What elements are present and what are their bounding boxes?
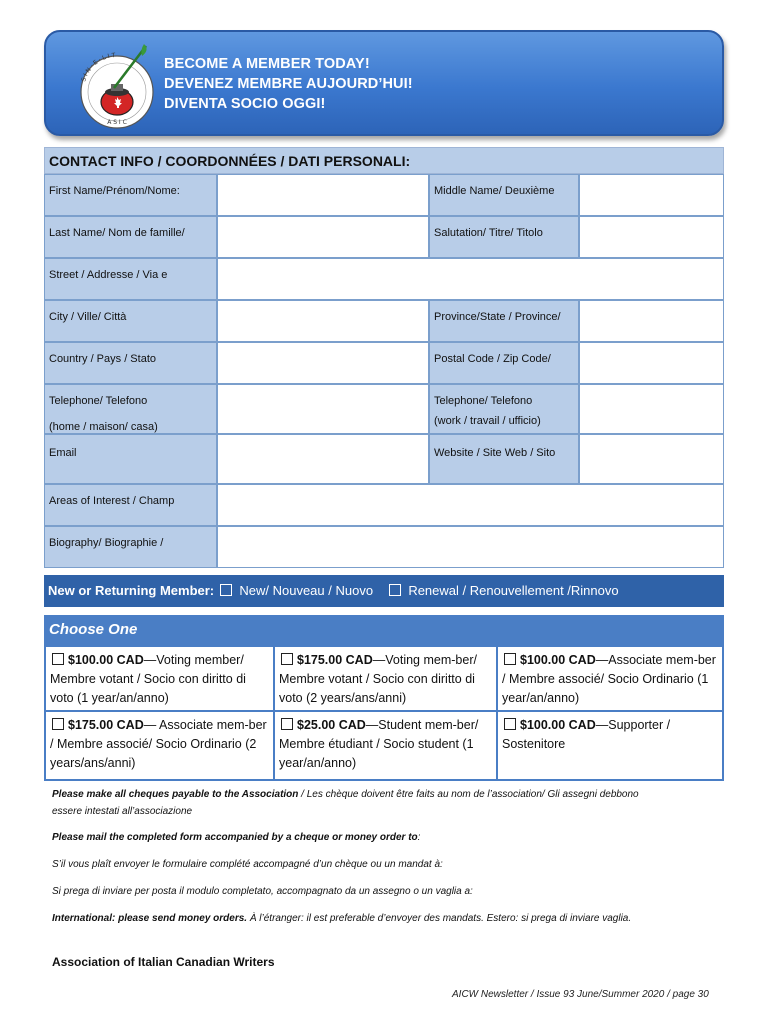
option-supporter: [498, 712, 722, 779]
option-description: — Associate mem-ber / Membre associé/ Socio Ordinario (2 years/ans/anni): [50, 718, 267, 770]
email-label: Email: [44, 434, 217, 484]
cheque-note-bold: Please make all cheques payable to the Association: [52, 789, 299, 800]
option-price: $100.00 CAD: [520, 653, 596, 667]
option-checkbox[interactable]: [504, 653, 516, 665]
form-row: [44, 342, 724, 384]
cheque-note-text-2: essere intestati all’associazione: [52, 806, 193, 817]
middle-name-field[interactable]: [579, 174, 724, 216]
international-note: [52, 910, 631, 927]
telephone-work-field[interactable]: [579, 384, 724, 434]
mail-note: [52, 829, 420, 846]
salutation-field[interactable]: [579, 216, 724, 258]
city-field[interactable]: [217, 300, 429, 342]
banner-title-en: BECOME A MEMBER TODAY!: [164, 56, 370, 72]
salutation-label: Salutation/ Titre/ Titolo: [429, 216, 579, 258]
option-checkbox[interactable]: [281, 718, 293, 730]
mail-note-colon: :: [417, 832, 421, 843]
option-checkbox[interactable]: [504, 718, 516, 730]
postal-code-field[interactable]: [579, 342, 724, 384]
last-name-field[interactable]: [217, 216, 429, 258]
option-associate-2yr: [46, 712, 273, 779]
contact-section-header: CONTACT INFO / COORDONNÉES / DATI PERSONALI:: [44, 147, 724, 174]
header-banner: [44, 30, 724, 136]
interests-field[interactable]: [217, 484, 724, 526]
mail-note-fr: S’il vous plaît envoyer le formulaire complété accompagné d’un chèque ou un mandat à:: [52, 859, 443, 870]
form-row: [44, 174, 724, 216]
option-checkbox[interactable]: [52, 718, 64, 730]
telephone-work-label-line2: (work / travail / ufficio): [434, 415, 541, 427]
telephone-home-field[interactable]: [217, 384, 429, 434]
website-label: Website / Site Web / Sito: [429, 434, 579, 484]
street-label: Street / Addresse / Via e: [44, 258, 217, 300]
form-row: [44, 484, 724, 526]
form-row: [44, 384, 724, 434]
option-description: —Voting member/ Membre votant / Socio con diritto di voto (1 year/an/anno): [50, 653, 246, 705]
option-description: —Supporter / Sostenitore: [502, 718, 671, 751]
option-description: —Voting mem-ber/ Membre votant / Socio con diritto di voto (2 years/ans/anni): [279, 653, 477, 705]
option-associate-1yr: [498, 647, 722, 710]
form-row: [44, 434, 724, 484]
last-name-label: Last Name/ Nom de famille/: [44, 216, 217, 258]
option-student: [275, 712, 496, 779]
association-name: Association of Italian Canadian Writers: [52, 955, 275, 969]
choose-one-header: Choose One: [44, 615, 724, 645]
city-label: City / Ville/ Città: [44, 300, 217, 342]
province-label: Province/State / Province/: [429, 300, 579, 342]
telephone-home-label-line2: (home / maison/ casa): [49, 421, 158, 433]
international-note-text: À l’étranger: il est preferable d’envoyer des mandats. Estero: si prega di inviare vaglia.: [247, 913, 632, 924]
option-voting-2yr: [275, 647, 496, 710]
page-footer: AICW Newsletter / Issue 93 June/Summer 2020 / page 30: [452, 989, 709, 1000]
country-field[interactable]: [217, 342, 429, 384]
renewal-option-label: Renewal / Renouvellement /Rinnovo: [408, 583, 619, 598]
street-field[interactable]: [217, 258, 724, 300]
interests-label: Areas of Interest / Champ: [44, 484, 217, 526]
province-field[interactable]: [579, 300, 724, 342]
new-member-checkbox[interactable]: [220, 584, 232, 596]
international-note-bold: International: please send money orders.: [52, 913, 248, 924]
first-name-label: First Name/Prénom/Nome:: [44, 174, 217, 216]
option-checkbox[interactable]: [52, 653, 64, 665]
website-field[interactable]: [579, 434, 724, 484]
option-checkbox[interactable]: [281, 653, 293, 665]
form-row: [44, 300, 724, 342]
option-price: $175.00 CAD: [68, 718, 144, 732]
middle-name-label: Middle Name/ Deuxième: [429, 174, 579, 216]
member-type-bar: [44, 575, 724, 607]
option-price: $175.00 CAD: [297, 653, 373, 667]
telephone-home-label: [44, 384, 217, 434]
option-description: —Associate mem-ber / Membre associé/ Socio Ordinario (1 year/an/anno): [502, 653, 716, 705]
renewal-checkbox[interactable]: [389, 584, 401, 596]
option-price: $100.00 CAD: [68, 653, 144, 667]
option-description: —Student mem-ber/ Membre étudiant / Socio student (1 year/an/anno): [279, 718, 479, 770]
cheque-note-text: / Les chèque doivent être faits au nom de l’association/ Gli assegni debbono: [298, 789, 639, 800]
mail-note-it: Si prega di inviare per posta il modulo completato, accompagnato da un assegno o un vaglia a:: [52, 886, 473, 897]
new-member-option-label: New/ Nouveau / Nuovo: [239, 583, 374, 598]
first-name-field[interactable]: [217, 174, 429, 216]
membership-options: [44, 645, 724, 781]
cheque-note: [52, 786, 722, 820]
telephone-work-label-line1: Telephone/ Telefono: [434, 395, 533, 407]
option-voting-1yr: [46, 647, 273, 710]
option-price: $100.00 CAD: [520, 718, 596, 732]
svg-text:S I N · E · L I T: S I N · E · L I T: [80, 52, 116, 83]
biography-field[interactable]: [217, 526, 724, 568]
form-row: [44, 526, 724, 568]
mail-note-bold: Please mail the completed form accompanied by a cheque or money order to: [52, 832, 418, 843]
form-row: [44, 258, 724, 300]
svg-text:A S I C: A S I C: [107, 119, 127, 126]
biography-label: Biography/ Biographie /: [44, 526, 217, 568]
form-row: [44, 216, 724, 258]
banner-title-fr: DEVENEZ MEMBRE AUJOURD’HUI!: [164, 76, 413, 92]
telephone-work-label: [429, 384, 579, 434]
option-price: $25.00 CAD: [297, 718, 366, 732]
member-type-label: New or Returning Member:: [48, 583, 215, 598]
banner-title-it: DIVENTA SOCIO OGGI!: [164, 96, 326, 112]
postal-code-label: Postal Code / Zip Code/: [429, 342, 579, 384]
telephone-home-label-line1: Telephone/ Telefono: [49, 395, 148, 407]
email-field[interactable]: [217, 434, 429, 484]
aicw-logo-icon: [72, 40, 162, 132]
country-label: Country / Pays / Stato: [44, 342, 217, 384]
